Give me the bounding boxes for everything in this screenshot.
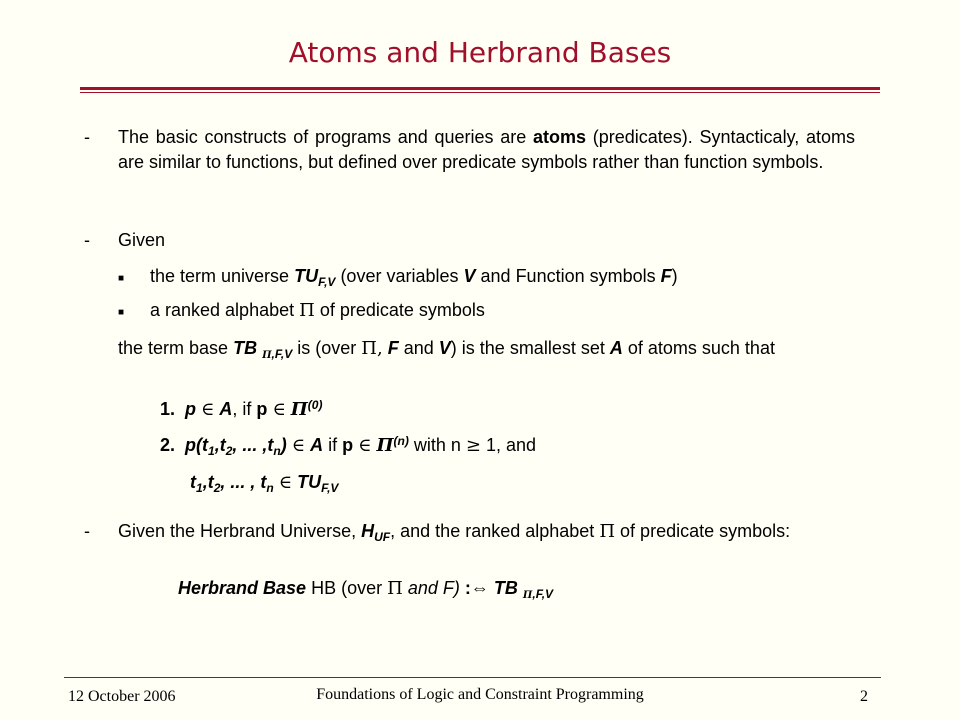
- text: Given the Herbrand Universe,: [118, 521, 357, 541]
- page-number: 2: [860, 688, 868, 705]
- math-pi: Π: [599, 521, 616, 542]
- sub-bullet-ranked-alphabet: [150, 298, 485, 323]
- math-sub: ,F,V: [271, 347, 293, 361]
- dash-marker: -: [84, 127, 90, 147]
- text: the term base: [118, 338, 229, 358]
- text: , if: [232, 399, 252, 419]
- math-h: H: [361, 521, 375, 541]
- math-pi: Π,: [361, 338, 383, 359]
- text: of atoms such that: [627, 338, 775, 358]
- element-of-symbol: ∈: [272, 399, 286, 420]
- math-sup: (0): [307, 398, 323, 412]
- text: of predicate symbols: [319, 300, 485, 320]
- text: ): [671, 266, 678, 286]
- geq-symbol: ≥: [465, 435, 481, 456]
- herbrand-base-definition: [178, 576, 553, 601]
- condition-item-2-terms: [190, 470, 338, 495]
- math-p: p: [342, 435, 354, 455]
- square-bullet-icon: ■: [118, 307, 125, 318]
- text: HB (over: [311, 578, 383, 598]
- bullet-atoms-definition: [118, 125, 855, 175]
- math-expr: ): [280, 435, 287, 455]
- math-sub: ,F,V: [532, 587, 554, 601]
- math-sub-pi: Π: [262, 350, 272, 361]
- math-expr: , ... ,t: [232, 435, 274, 455]
- text: ) is the smallest set: [450, 338, 605, 358]
- math-sub: UF: [374, 530, 391, 544]
- text: of predicate symbols:: [620, 521, 791, 541]
- math-pi: Π: [290, 399, 308, 420]
- math-expr: p(t: [185, 435, 209, 455]
- element-of-symbol: ∈: [201, 399, 215, 420]
- square-bullet-icon: ■: [118, 273, 125, 284]
- title-rule-thin: [80, 92, 880, 93]
- math-sub: 1: [208, 444, 215, 458]
- math-tb: TB: [233, 338, 258, 358]
- math-sub: 2: [213, 481, 221, 495]
- math-sub: n: [266, 481, 274, 495]
- math-tu: TU: [297, 472, 322, 492]
- title-rule: [80, 87, 880, 90]
- math-expr: ,t: [202, 472, 214, 492]
- footer-date: 12 October 2006: [68, 688, 176, 705]
- term-base-definition: [118, 336, 855, 361]
- math-sub: 1: [196, 481, 203, 495]
- text: , and the ranked alphabet: [390, 521, 595, 541]
- math-sub: n: [273, 444, 281, 458]
- item-number: 1.: [160, 399, 176, 419]
- math-pi: Π: [299, 300, 315, 321]
- footer-course-title: Foundations of Logic and Constraint Programming: [316, 686, 644, 703]
- math-expr: , ... , t: [220, 472, 267, 492]
- math-f: F: [660, 266, 672, 286]
- math-a: A: [609, 338, 623, 358]
- math-v: V: [438, 338, 451, 358]
- dash-marker: -: [84, 230, 90, 250]
- text: the term universe: [150, 266, 290, 286]
- math-p: p: [256, 399, 268, 419]
- bold-term: atoms: [533, 127, 587, 147]
- math-expr: t: [190, 472, 196, 492]
- math-v: V: [463, 266, 476, 286]
- condition-item-1: [160, 397, 322, 422]
- math-sub: F,V: [321, 481, 339, 495]
- text: is (over: [297, 338, 357, 358]
- math-sup: (n): [393, 434, 409, 448]
- slide-title: Atoms and Herbrand Bases: [288, 36, 672, 69]
- text: 1, and: [486, 435, 537, 455]
- footer-rule: [64, 677, 881, 678]
- text: and F): [407, 578, 460, 598]
- text: and Function symbols: [480, 266, 656, 286]
- math-sub-pi: Π: [522, 590, 533, 601]
- math-tu: TU: [294, 266, 319, 286]
- text: with n: [413, 435, 461, 455]
- bullet-given-label: Given: [118, 230, 166, 250]
- math-tb: TB: [493, 578, 518, 598]
- text: (predicates). Syntacticaly, atoms are similar to functions, but defined over predicate symbols rather than function symbols.: [118, 127, 855, 172]
- math-a: A: [310, 435, 324, 455]
- element-of-symbol: ∈: [358, 435, 372, 456]
- sub-bullet-term-universe: [150, 264, 678, 289]
- math-expr: ,t: [214, 435, 226, 455]
- dash-marker: -: [84, 521, 90, 541]
- math-f: F: [387, 338, 399, 358]
- text: if: [328, 435, 338, 455]
- math-a: A: [219, 399, 233, 419]
- text: (over variables: [340, 266, 459, 286]
- bullet-herbrand-universe: [118, 519, 855, 544]
- math-p: p: [185, 399, 197, 419]
- math-pi: Π: [376, 435, 394, 456]
- text: The basic constructs of programs and queries are: [118, 127, 527, 147]
- element-of-symbol: ∈: [291, 435, 306, 456]
- math-pi: Π: [387, 578, 403, 599]
- text: a ranked alphabet: [150, 300, 295, 320]
- math-sub: 2: [225, 444, 233, 458]
- element-of-symbol: ∈: [278, 472, 293, 493]
- iff-symbol: :⇔: [464, 578, 489, 598]
- text: and: [403, 338, 434, 358]
- math-sub: F,V: [318, 275, 336, 289]
- condition-item-2: [160, 433, 536, 458]
- item-number: 2.: [160, 435, 176, 455]
- bold-term: Herbrand Base: [178, 578, 307, 598]
